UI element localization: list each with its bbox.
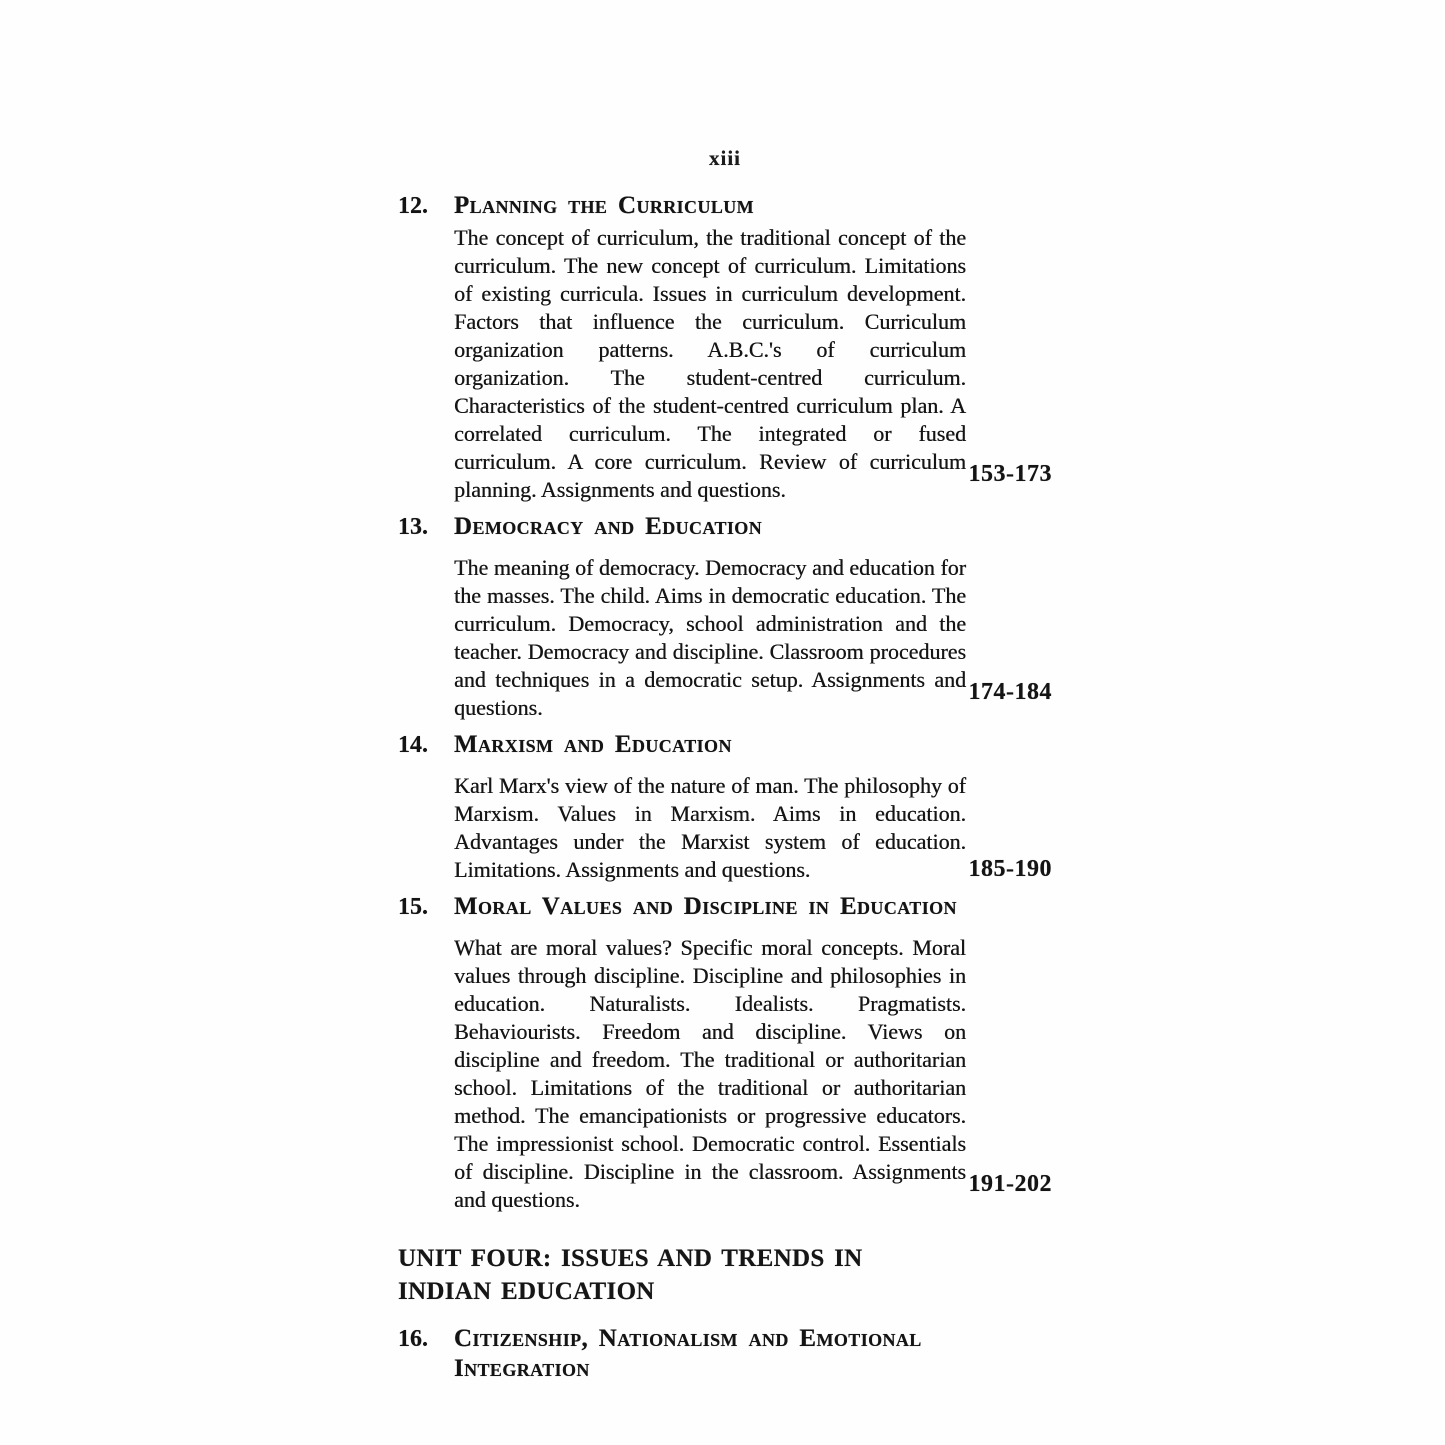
chapter-number: 12. — [398, 193, 428, 219]
chapter-page-range: 185-190 — [968, 856, 1052, 882]
chapter-number: 13. — [398, 514, 428, 540]
chapter-body — [398, 922, 1052, 1214]
toc-entry-ch16 — [398, 1324, 1052, 1384]
chapter-heading — [398, 892, 1052, 922]
toc-entry-ch15 — [398, 892, 1052, 1214]
chapter-body — [398, 760, 1052, 884]
chapter-title: Citizenship, Nationalism and Emotional Integration — [454, 1325, 922, 1382]
chapter-heading — [398, 512, 1052, 542]
chapter-description: Karl Marx's view of the nature of man. The philosophy of Marxism. Values in Marxism. Aims in education. Advantages under the Marxist system of education. Limitations. Assignments and questions. — [454, 773, 966, 882]
chapter-title: Moral Values and Discipline in Education — [454, 893, 957, 920]
chapter-page-range: 191-202 — [968, 1171, 1052, 1197]
chapter-page-range: 174-184 — [968, 679, 1052, 705]
chapter-page-range: 153-173 — [968, 461, 1052, 487]
chapter-number: 14. — [398, 732, 428, 758]
chapter-heading — [398, 1324, 1052, 1384]
toc-content — [398, 146, 1052, 1384]
chapter-description: What are moral values? Specific moral concepts. Moral values through discipline. Discipline and philosophies in education. Naturalists. Idealists. Pragmatists. Behaviourists. Freedom and discipline. Views on discipline and freedom. The traditional or authoritarian school. Limitations of the traditional or authoritarian method. The emancipationists or progressive educators. The impressionist school. Democratic control. Essentials of discipline. Discipline in the classroom. Assignments and questions. — [454, 935, 966, 1212]
chapter-number: 16. — [398, 1326, 428, 1352]
page-number: xiii — [708, 146, 741, 170]
toc-entry-ch12 — [398, 191, 1052, 504]
chapter-description: The concept of curriculum, the traditional concept of the curriculum. The new concept of curriculum. Limitations of existing curricula. Issues in curriculum development. Factors that influence the curriculum. Curriculum organization patterns. A.B.C.'s of curriculum organization. The student-centred curriculum. Characteristics of the student-centred curriculum plan. A correlated curriculum. The integrated or fused curriculum. A core curriculum. Review of curriculum planning. Assignments and questions. — [454, 225, 966, 502]
chapter-title: Planning the Curriculum — [454, 192, 755, 219]
toc-entry-ch14 — [398, 730, 1052, 884]
chapter-heading — [398, 730, 1052, 760]
chapter-title: Democracy and Education — [454, 513, 763, 540]
chapter-description: The meaning of democracy. Democracy and education for the masses. The child. Aims in democratic education. The curriculum. Democracy, school administration and the teacher. Democracy and discipline. Classroom procedures and techniques in a democratic setup. Assignments and questions. — [454, 555, 966, 720]
chapter-heading — [398, 191, 1052, 221]
unit-heading: UNIT FOUR: ISSUES AND TRENDS IN INDIAN EDUCATION — [398, 1245, 863, 1305]
chapter-title: Marxism and Education — [454, 731, 732, 758]
chapter-number: 15. — [398, 894, 428, 920]
chapter-body — [398, 542, 1052, 722]
toc-entry-ch13 — [398, 512, 1052, 722]
chapter-body — [398, 221, 1052, 504]
